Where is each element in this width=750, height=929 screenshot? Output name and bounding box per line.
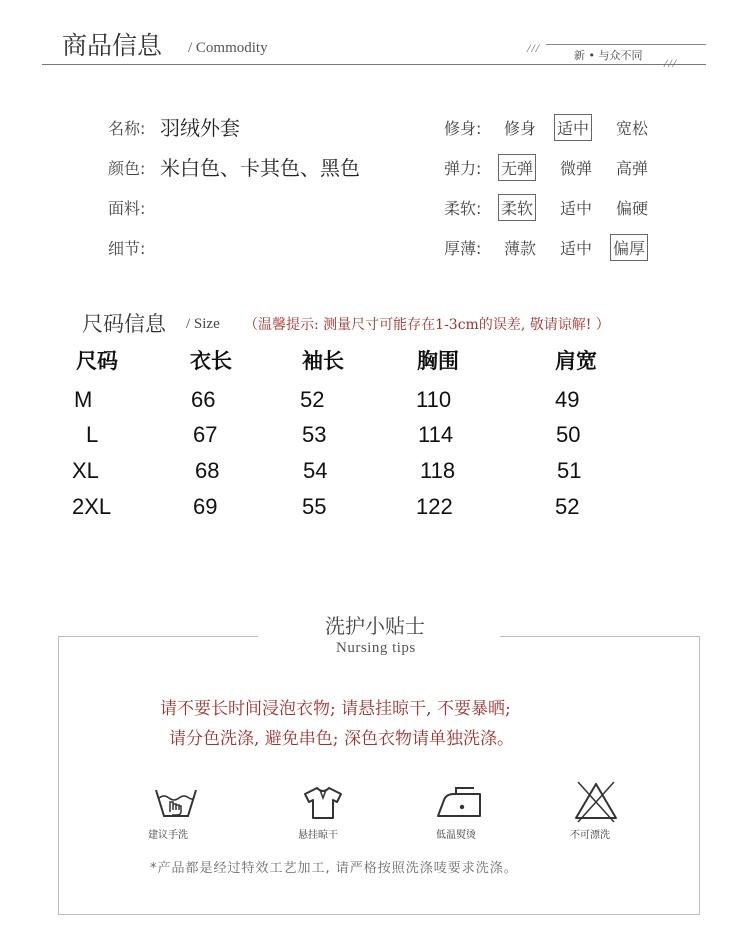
low-iron-icon: [430, 782, 490, 826]
fit-label: 修身:: [444, 119, 482, 138]
size-cell: 67: [193, 422, 218, 447]
size-cell: M: [74, 387, 93, 412]
size-header: 袖长: [302, 349, 344, 373]
thickness-option-3: 偏厚: [610, 234, 648, 261]
size-cell: 52: [555, 494, 580, 519]
care-subtitle: Nursing tips: [336, 640, 416, 656]
thickness-option-2: 适中: [560, 239, 593, 258]
thickness-label: 厚薄:: [444, 239, 482, 258]
elasticity-label: 弹力:: [444, 159, 482, 178]
page-title: 商品信息: [62, 31, 163, 60]
fit-option-2: 适中: [554, 114, 592, 141]
size-cell: L: [86, 422, 99, 447]
size-cell: 51: [557, 458, 582, 483]
size-subtitle: / Size: [186, 316, 220, 332]
page-subtitle: / Commodity: [188, 40, 268, 56]
size-cell: 110: [416, 387, 452, 412]
size-cell: 68: [195, 458, 220, 483]
elasticity-option-3: 高弹: [616, 159, 649, 178]
care-instruction-2: 请分色洗涤, 避免串色; 深色衣物请单独洗涤。: [169, 729, 514, 749]
size-cell: 53: [302, 422, 327, 447]
size-header: 肩宽: [555, 349, 597, 373]
name-value: 羽绒外套: [160, 116, 240, 140]
care-border-right: [500, 636, 699, 637]
icon-label: 建议手洗: [148, 830, 188, 841]
fabric-label: 面料:: [108, 199, 146, 218]
icon-label: 低温熨烫: [436, 830, 476, 841]
size-cell: 50: [556, 422, 581, 447]
softness-option-2: 适中: [560, 199, 593, 218]
care-title: 洗护小贴士: [325, 614, 425, 638]
elasticity-option-2: 微弹: [560, 159, 593, 178]
size-cell: 49: [555, 387, 580, 412]
size-cell: XL: [72, 458, 99, 483]
color-label: 颜色:: [108, 159, 146, 178]
size-cell: 2XL: [72, 494, 112, 519]
thickness-option-1: 薄款: [504, 239, 537, 258]
decor-slash-right: ///: [664, 56, 678, 70]
softness-label: 柔软:: [444, 199, 482, 218]
softness-option-3: 偏硬: [616, 199, 649, 218]
decor-slash-left: ///: [527, 41, 541, 55]
care-instruction-1: 请不要长时间浸泡衣物; 请悬挂晾干, 不要暴晒;: [160, 699, 511, 719]
size-tip: （温馨提示: 测量尺寸可能存在1-3cm的误差, 敬请谅解! ）: [244, 317, 610, 333]
size-cell: 54: [303, 458, 328, 483]
size-cell: 114: [418, 422, 454, 447]
size-title: 尺码信息: [82, 312, 166, 336]
icon-label: 不可漂洗: [570, 830, 610, 841]
care-border-left: [58, 636, 258, 637]
size-header: 胸围: [417, 349, 459, 373]
size-cell: 118: [420, 458, 456, 483]
header-tag: 新 • 与众不同: [574, 49, 643, 62]
size-header: 尺码: [76, 349, 118, 373]
fit-option-3: 宽松: [616, 119, 649, 138]
softness-option-1: 柔软: [498, 194, 536, 221]
size-cell: 122: [416, 494, 453, 519]
size-header: 衣长: [190, 349, 232, 373]
detail-label: 细节:: [108, 239, 146, 258]
size-cell: 52: [300, 387, 325, 412]
size-cell: 66: [191, 387, 216, 412]
size-cell: 69: [193, 494, 218, 519]
no-bleach-icon: [566, 778, 626, 822]
size-cell: 55: [302, 494, 327, 519]
tag-rule: [546, 44, 706, 45]
elasticity-option-1: 无弹: [498, 154, 536, 181]
care-note: *产品都是经过特效工艺加工, 请严格按照洗涤唛要求洗涤。: [150, 861, 518, 876]
hand-wash-icon: [146, 782, 206, 826]
color-value: 米白色、卡其色、黑色: [160, 156, 360, 180]
icon-label: 悬挂晾干: [298, 830, 338, 841]
hang-dry-icon: [293, 782, 353, 826]
header-divider: [42, 64, 706, 65]
fit-option-1: 修身: [504, 119, 537, 138]
name-label: 名称:: [108, 119, 146, 138]
